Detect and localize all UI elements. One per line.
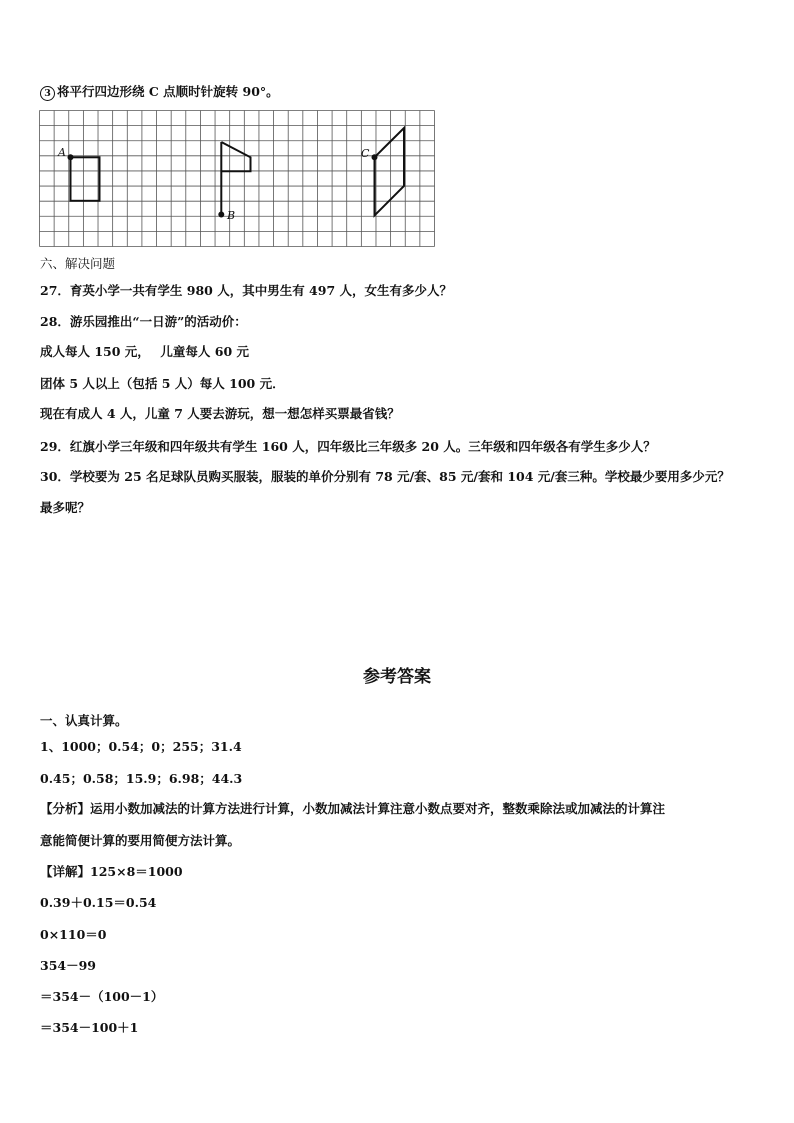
analysis-line-2: 意能简便计算的要用简便方法计算。 <box>40 833 241 848</box>
detail-step-5: ＝354－（100－1） <box>40 989 164 1004</box>
label-c: C <box>361 147 370 160</box>
problem-28-group: 团体 5 人以上（包括 5 人）每人 100 元． <box>40 376 285 391</box>
problem-28-prices: 成人每人 150 元， 儿童每人 60 元 <box>40 344 249 359</box>
label-a: A <box>58 146 66 159</box>
grid-svg <box>39 110 435 247</box>
parallelogram-shape <box>375 128 405 216</box>
problem-27: 27．育英小学一共有学生 980 人，其中男生有 497 人，女生有多少人？ <box>40 283 452 298</box>
problem-28: 28．游乐园推出“一日游”的活动价： <box>40 314 247 329</box>
label-b: B <box>227 209 236 222</box>
detail-step-3: 0×110＝0 <box>40 927 107 942</box>
grid-figure <box>39 110 435 247</box>
problem-29: 29．红旗小学三年级和四年级共有学生 160 人，四年级比三年级多 20 人。三年级和四年级各有学生多少人？ <box>40 439 656 454</box>
point-a-dot <box>68 154 74 160</box>
analysis-line-1: 【分析】运用小数加减法的计算方法进行计算，小数加减法计算注意小数点要对齐，整数乘除法或加减法的计算注 <box>40 801 666 816</box>
problem-30-cont: 最多呢？ <box>40 500 91 515</box>
flag-shape <box>221 142 250 171</box>
answer-section-1: 一、认真计算。 <box>40 713 128 728</box>
answer-title: 参考答案 <box>363 667 431 687</box>
circled-number: 3 <box>40 86 55 101</box>
detail-step-6: ＝354－100＋1 <box>40 1020 139 1035</box>
answer-1-line-1: 1、1000；0.54；0；255；31.4 <box>40 739 242 754</box>
section-6-heading: 六、解决问题 <box>40 256 116 271</box>
answer-1-line-2: 0.45；0.58；15.9；6.98；44.3 <box>40 771 243 786</box>
problem-28-question: 现在有成人 4 人，儿童 7 人要去游玩，想一想怎样买票最省钱？ <box>40 406 400 421</box>
question-3 <box>40 84 279 101</box>
detail-step-4: 354－99 <box>40 958 96 973</box>
detail-line: 【详解】125×8＝1000 <box>40 864 183 879</box>
problem-30: 30．学校要为 25 名足球队员购买服装，服装的单价分别有 78 元/套、85 元/套和 104 元/套三种。学校最少要用多少元？ <box>40 469 730 484</box>
point-b-dot <box>218 212 224 218</box>
point-c-dot <box>372 154 378 160</box>
question-3-text: 将平行四边形绕 C 点顺时针旋转 90°。 <box>57 84 279 99</box>
rectangle-shape <box>71 157 100 201</box>
detail-step-2: 0.39＋0.15＝0.54 <box>40 895 157 910</box>
